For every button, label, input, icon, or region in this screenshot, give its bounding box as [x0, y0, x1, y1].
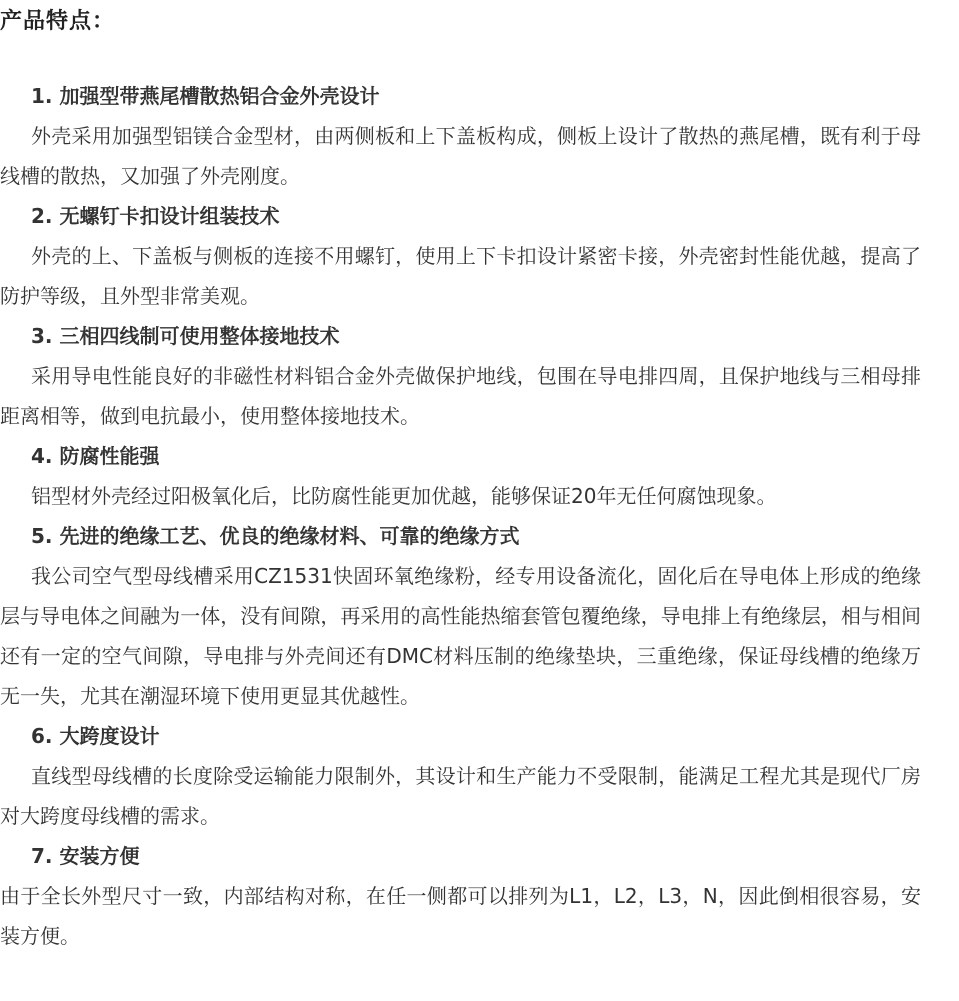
feature-section-5 [0, 516, 921, 716]
feature-body-3: 采用导电性能良好的非磁性材料铝合金外壳做保护地线，包围在导电排四周，且保护地线与三相母排距离相等，做到电抗最小，使用整体接地技术。 [0, 364, 921, 428]
feature-heading-7: 7. 安装方便 [31, 844, 140, 868]
feature-heading-2: 2. 无螺钉卡扣设计组装技术 [31, 204, 280, 228]
title-spacer [0, 40, 921, 76]
feature-section-2 [0, 196, 921, 316]
feature-body-1: 外壳采用加强型铝镁合金型材，由两侧板和上下盖板构成，侧板上设计了散热的燕尾槽，既有利于母线槽的散热，又加强了外壳刚度。 [0, 124, 921, 188]
feature-body-4: 铝型材外壳经过阳极氧化后，比防腐性能更加优越，能够保证20年无任何腐蚀现象。 [31, 484, 777, 508]
feature-body-7: 由于全长外型尺寸一致，内部结构对称，在任一侧都可以排列为L1，L2，L3，N，因此倒相很容易，安装方便。 [0, 884, 921, 948]
feature-heading-1: 1. 加强型带燕尾槽散热铝合金外壳设计 [31, 84, 380, 108]
feature-section-7 [0, 836, 921, 956]
feature-section-3 [0, 316, 921, 436]
feature-heading-5: 5. 先进的绝缘工艺、优良的绝缘材料、可靠的绝缘方式 [31, 524, 520, 548]
feature-section-4 [0, 436, 921, 516]
feature-body-2: 外壳的上、下盖板与侧板的连接不用螺钉，使用上下卡扣设计紧密卡接，外壳密封性能优越，提高了防护等级，且外型非常美观。 [0, 244, 921, 308]
feature-body-6: 直线型母线槽的长度除受运输能力限制外，其设计和生产能力不受限制，能满足工程尤其是现代厂房对大跨度母线槽的需求。 [0, 764, 921, 828]
feature-section-6 [0, 716, 921, 836]
feature-heading-4: 4. 防腐性能强 [31, 444, 160, 468]
feature-body-5: 我公司空气型母线槽采用CZ1531快固环氧绝缘粉，经专用设备流化，固化后在导电体上形成的绝缘层与导电体之间融为一体，没有间隙，再采用的高性能热缩套管包覆绝缘，导电排上有绝缘层，相与相间还有一定的空气间隙，导电排与外壳间还有DMC材料压制的绝缘垫块，三重绝缘，保证母线槽的绝缘万无一失，尤其在潮湿环境下使用更显其优越性。 [0, 564, 921, 708]
feature-heading-3: 3. 三相四线制可使用整体接地技术 [31, 324, 340, 348]
feature-heading-6: 6. 大跨度设计 [31, 724, 160, 748]
feature-section-1 [0, 76, 921, 196]
page-title: 产品特点： [0, 9, 116, 34]
